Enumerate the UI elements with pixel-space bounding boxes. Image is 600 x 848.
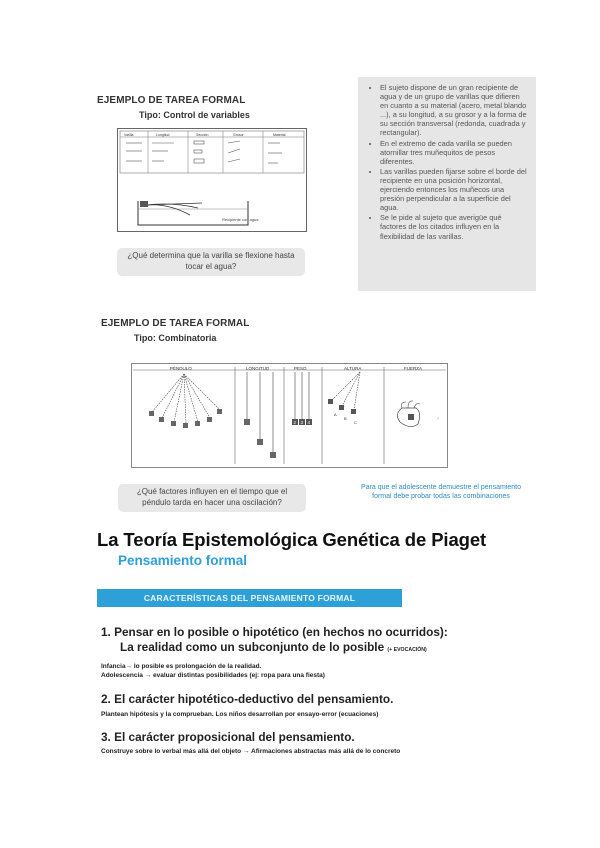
point-1-subtitle — [120, 640, 427, 657]
point-3-note: Construye sobre lo verbal más allá del objeto → Afirmaciones abstractas más allá de lo concreto — [101, 748, 401, 755]
weight-label-2: 2 — [293, 420, 297, 425]
description-bullet-1: • El sujeto dispone de un gran recipiente de agua y de un grupo de varillas que difieren en cuanto a su material (acero, metal blando ...), a su longitud, a su grosor y a la forma de su sección transversal (redonda, cuadrada y rectangular). — [380, 83, 528, 138]
task1-type: Tipo: Control de variables — [139, 110, 250, 120]
task2-note: Para que el adolescente demuestre el pensamiento formal debe probar todas las combinaciones — [361, 484, 521, 500]
panel-label-pendulo: PÉNDULO — [170, 366, 192, 371]
point-1-tag: (+ EVOCACIÓN) — [387, 647, 427, 653]
panel-label-peso: PESO — [294, 366, 307, 371]
point-1-title: 1. Pensar en lo posible o hipotético (en hechos no ocurridos): — [101, 625, 448, 639]
panel-label-longitud: LONGITUD — [246, 366, 270, 371]
task2-question-box — [118, 484, 306, 512]
task2-heading: EJEMPLO DE TAREA FORMAL — [101, 318, 250, 329]
task1-question: ¿Qué determina que la varilla se flexione hasta tocar el agua? — [127, 251, 295, 271]
height-label-b: B — [344, 416, 347, 421]
description-bullet-4: • Se le pide al sujeto que averigüe qué factores de los citados influyen en la flexibilidad de las varillas. — [380, 213, 528, 240]
panel-label-fuerza: FUERZA — [404, 366, 422, 371]
point-1-note-1: Infancia→ lo posible es prolongación de la realidad. — [101, 663, 262, 670]
task1-description-panel — [358, 77, 536, 291]
task1-heading: EJEMPLO DE TAREA FORMAL — [97, 95, 246, 106]
page-title: La Teoría Epistemológica Genética de Piaget — [97, 529, 487, 550]
svg-text:Longitud: Longitud — [156, 133, 170, 137]
task2-question: ¿Qué factores influyen en el tiempo que el péndulo tarda en hacer una oscilación? — [136, 487, 288, 507]
svg-text:Sección: Sección — [196, 133, 209, 137]
weight-label-3: 3 — [300, 420, 304, 425]
point-1-subtitle-text: La realidad como un subconjunto de lo posible — [120, 640, 385, 654]
svg-text:Varilla: Varilla — [124, 133, 134, 137]
point-2-title: 2. El carácter hipotético-deductivo del pensamiento. — [101, 692, 394, 706]
weight-label-4: 4 — [307, 420, 311, 425]
control-variables-diagram — [118, 129, 306, 231]
description-bullet-2: • En el extremo de cada varilla se pueden atornillar tres muñequitos de pesos diferentes. — [380, 139, 528, 166]
svg-text:Grosor: Grosor — [233, 133, 244, 137]
pendulum-diagram — [132, 364, 447, 467]
point-1-note-2: Adolescencia → evaluar distintas posibilidades (ej: ropa para una fiesta) — [101, 672, 325, 679]
height-label-c: C — [354, 420, 357, 425]
description-list — [380, 83, 528, 241]
task1-question-box — [117, 248, 305, 276]
height-label-a: A — [334, 412, 337, 417]
section-banner: CARACTERÍSTICAS DEL PENSAMIENTO FORMAL — [97, 589, 402, 607]
point-3-title: 3. El carácter proposicional del pensamiento. — [101, 730, 355, 744]
page-subtitle: Pensamiento formal — [118, 553, 248, 568]
description-bullet-3: • Las varillas pueden fijarse sobre el borde del recipiente en una posición horizontal, ejerciendo entonces los muñecos una presión perpendicular a la superficie del agua. — [380, 167, 528, 212]
svg-text:›: › — [437, 416, 439, 422]
container-label: Recipiente con agua — [222, 217, 259, 222]
panel-label-altura: ALTURA — [344, 366, 362, 371]
task2-type: Tipo: Combinatoria — [134, 333, 217, 343]
task1-figure — [117, 128, 307, 232]
svg-text:Material: Material — [273, 133, 286, 137]
point-2-note: Plantean hipótesis y la comprueban. Los niños desarrollan por ensayo-error (ecuaciones) — [101, 711, 379, 718]
task2-figure — [131, 363, 448, 468]
